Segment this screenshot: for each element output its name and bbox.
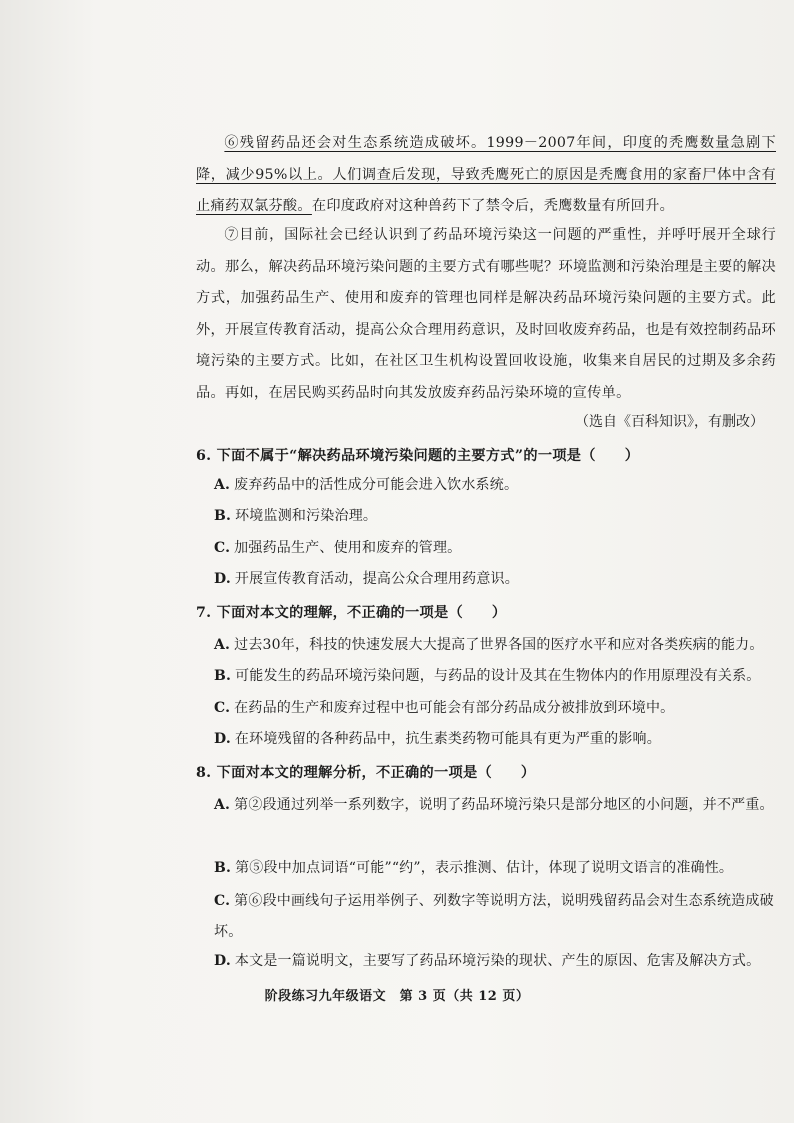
option-letter: D. [214, 731, 231, 747]
option-letter: B. [214, 508, 232, 524]
option-6b[interactable] [214, 501, 774, 532]
source-citation: （选自《百科知识》，有删改） [575, 414, 764, 430]
question-stem: 下面不属于“解决药品环境污染问题的主要方式”的一项是（ ） [216, 448, 640, 464]
option-6c[interactable] [214, 533, 774, 564]
option-8d[interactable] [214, 946, 774, 977]
option-8c[interactable] [214, 886, 774, 948]
option-text: 第⑤段中加点词语“可能”“约”，表示推测、估计，体现了说明文语言的准确性。 [235, 860, 734, 876]
question-number: 7. [196, 605, 212, 621]
underlined-sentence: ⑥残留药品还会对生态系统造成破坏。1999－2007年间，印度的秃鹰数量急剧下降，减少95%以上。人们调查后发现，导致秃鹰死亡的原因是秃鹰食用的家畜尸体中含有止痛药双氯芬酸。 [196, 135, 776, 214]
option-letter: B. [214, 668, 232, 684]
option-6d[interactable] [214, 564, 774, 595]
page-footer: 阶段练习九年级语文 第 3 页（共 12 页） [264, 989, 530, 1004]
question-8 [196, 762, 535, 782]
question-number: 8. [196, 765, 212, 781]
option-text: 在环境残留的各种药品中，抗生素类药物可能具有更为严重的影响。 [234, 731, 661, 747]
paragraph-6-rest: 在印度政府对这种兽药下了禁令后，秃鹰数量有所回升。 [311, 198, 675, 214]
option-text: 本文是一篇说明文，主要写了药品环境污染的现状、产生的原因、危害及解决方式。 [234, 953, 761, 969]
option-text: 可能发生的药品环境污染问题，与药品的设计及其在生物体内的作用原理没有关系。 [235, 668, 761, 684]
paragraph-7: ⑦目前，国际社会已经认识到了药品环境污染这一问题的严重性，并呼吁展开全球行动。那么，解决药品环境污染问题的主要方式有哪些呢？环境监测和污染治理是主要的解决方式，加强药品生产、使用和废弃的管理也同样是解决药品环境污染问题的主要方式。此外，开展宣传教育活动，提高公众合理用药意识，及时回收废弃药品，也是有效控制药品环境污染的主要方式。比如，在社区卫生机构设置回收设施，收集来自居民的过期及多余药品。再如，在居民购买药品时向其发放废弃药品污染环境的宣传单。 [196, 227, 776, 401]
option-letter: D. [214, 953, 231, 969]
option-7d[interactable] [214, 724, 774, 755]
paragraph-6 [196, 128, 776, 223]
option-text: 废弃药品中的活性成分可能会进入饮水系统。 [234, 477, 519, 493]
option-letter: C. [214, 540, 231, 556]
question-7 [196, 602, 506, 622]
option-letter: D. [214, 571, 231, 587]
option-letter: C. [214, 700, 231, 716]
option-8a[interactable] [214, 790, 774, 821]
option-text: 过去30年，科技的快速发展大大提高了世界各国的医疗水平和应对各类疾病的能力。 [234, 637, 764, 653]
option-text: 加强药品生产、使用和废弃的管理。 [234, 540, 462, 556]
option-letter: C. [214, 893, 231, 909]
option-text: 环境监测和污染治理。 [235, 508, 378, 524]
option-letter: A. [214, 477, 231, 493]
question-stem: 下面对本文的理解分析，不正确的一项是（ ） [216, 765, 536, 781]
question-stem: 下面对本文的理解，不正确的一项是（ ） [216, 605, 507, 621]
option-7c[interactable] [214, 693, 774, 724]
question-number: 6. [196, 448, 212, 464]
option-text: 第②段通过列举一系列数字，说明了药品环境污染只是部分地区的小问题，并不严重。 [234, 797, 774, 813]
option-letter: A. [214, 797, 231, 813]
option-6a[interactable] [214, 470, 774, 501]
option-letter: A. [214, 637, 231, 653]
option-7b[interactable] [214, 661, 774, 692]
option-letter: B. [214, 860, 232, 876]
option-8b[interactable] [214, 853, 774, 884]
option-7a[interactable] [214, 630, 774, 661]
option-text: 开展宣传教育活动，提高公众合理用药意识。 [234, 571, 519, 587]
question-6 [196, 445, 639, 465]
option-text: 第⑥段中画线句子运用举例子、列数字等说明方法，说明残留药品会对生态系统造成破坏。 [214, 893, 774, 940]
option-text: 在药品的生产和废弃过程中也可能会有部分药品成分被排放到环境中。 [234, 700, 675, 716]
